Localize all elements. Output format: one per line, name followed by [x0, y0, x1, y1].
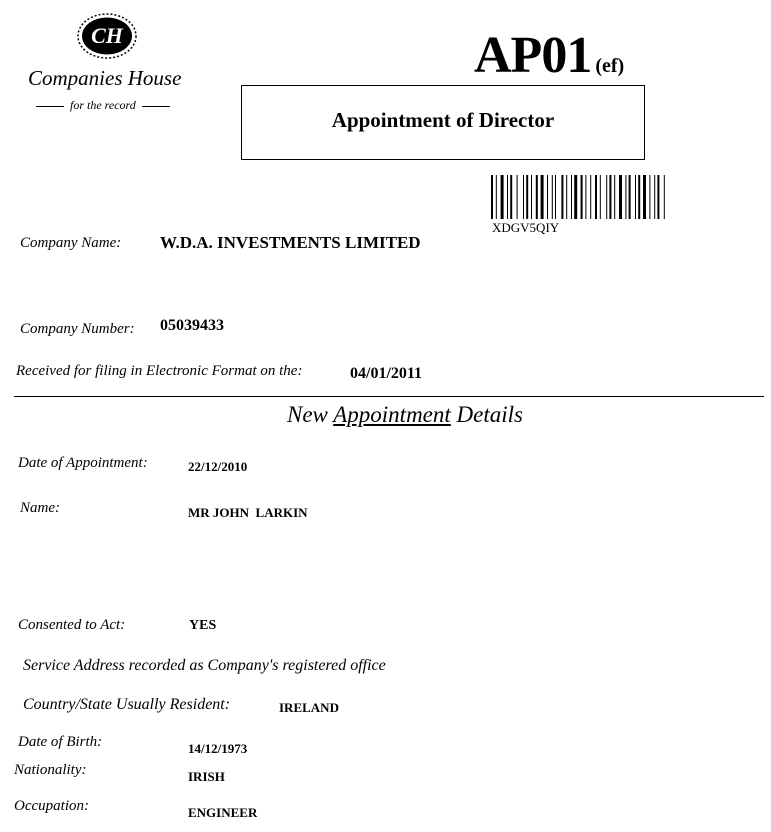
appointment-date-label: Date of Appointment: — [18, 455, 148, 471]
barcode-bar — [507, 175, 508, 219]
company-number-label: Company Number: — [20, 321, 135, 337]
barcode-bar — [561, 175, 563, 219]
barcode-bar — [555, 175, 556, 219]
org-name: Companies House — [28, 66, 182, 90]
barcode-bar — [581, 175, 583, 219]
barcode-bar — [654, 175, 655, 219]
dob-value: 14/12/1973 — [188, 741, 248, 756]
received-label: Received for filing in Electronic Format on the: — [16, 363, 303, 379]
barcode-bar — [552, 175, 553, 219]
barcode-bar — [571, 175, 572, 219]
occupation-label: Occupation: — [14, 798, 89, 814]
barcode-bar — [614, 175, 615, 219]
barcode-bar — [496, 175, 497, 219]
received-date-value: 04/01/2011 — [350, 365, 423, 382]
company-number-value: 05039433 — [160, 317, 224, 334]
consent-label: Consented to Act: — [18, 617, 126, 633]
barcode-bar — [531, 175, 532, 219]
barcode-bar — [510, 175, 512, 219]
org-tagline: for the record — [30, 98, 176, 113]
barcode-bar — [619, 175, 622, 219]
barcode-bar — [635, 175, 636, 219]
section-divider — [14, 396, 764, 397]
barcode-bar — [501, 175, 504, 219]
barcode-bar — [595, 175, 597, 219]
appointment-date-value: 22/12/2010 — [188, 459, 248, 474]
form-suffix: (ef) — [595, 55, 625, 77]
director-name-value: MR JOHN LARKIN — [188, 505, 308, 520]
form-title-box — [241, 85, 645, 160]
form-code: AP01 (ef) — [474, 27, 625, 84]
barcode-text: XDGV5QIY — [492, 220, 560, 235]
barcode-bar — [606, 175, 607, 219]
barcode-bar — [590, 175, 591, 219]
barcode-bar — [541, 175, 544, 219]
barcode-bar — [517, 175, 518, 219]
section-heading: New Appointment Details — [287, 402, 523, 427]
barcode-bar — [566, 175, 567, 219]
nationality-value: IRISH — [188, 769, 225, 784]
dob-label: Date of Birth: — [18, 734, 103, 750]
form-title: Appointment of Director — [331, 108, 555, 132]
barcode-bar — [547, 175, 548, 219]
barcode-bar — [574, 175, 577, 219]
service-address-note: Service Address recorded as Company's registered office — [23, 657, 386, 674]
nationality-label: Nationality: — [14, 762, 87, 778]
company-name-label: Company Name: — [20, 235, 122, 251]
barcode-bar — [638, 175, 640, 219]
barcode-bar — [491, 175, 493, 219]
barcode-bar — [657, 175, 659, 219]
consent-value: YES — [189, 618, 217, 633]
country-resident-label: Country/State Usually Resident: — [23, 696, 231, 713]
barcode-bar — [625, 175, 626, 219]
barcode-bar — [629, 175, 631, 219]
barcode-bar — [585, 175, 586, 219]
barcode-bar — [609, 175, 611, 219]
company-name-value: W.D.A. INVESTMENTS LIMITED — [160, 233, 421, 252]
barcode-image — [491, 175, 721, 219]
barcode-bar — [643, 175, 646, 219]
barcode-bar — [664, 175, 665, 219]
barcode-bar — [649, 175, 650, 219]
logo-monogram: CH — [91, 23, 123, 48]
director-name-label: Name: — [20, 500, 60, 516]
barcode-bar — [526, 175, 528, 219]
occupation-value: ENGINEER — [188, 805, 258, 820]
barcode-bar — [600, 175, 601, 219]
companies-house-logo — [76, 12, 138, 60]
country-resident-value: IRELAND — [279, 700, 339, 715]
barcode-bar — [536, 175, 538, 219]
barcode-bar — [523, 175, 524, 219]
